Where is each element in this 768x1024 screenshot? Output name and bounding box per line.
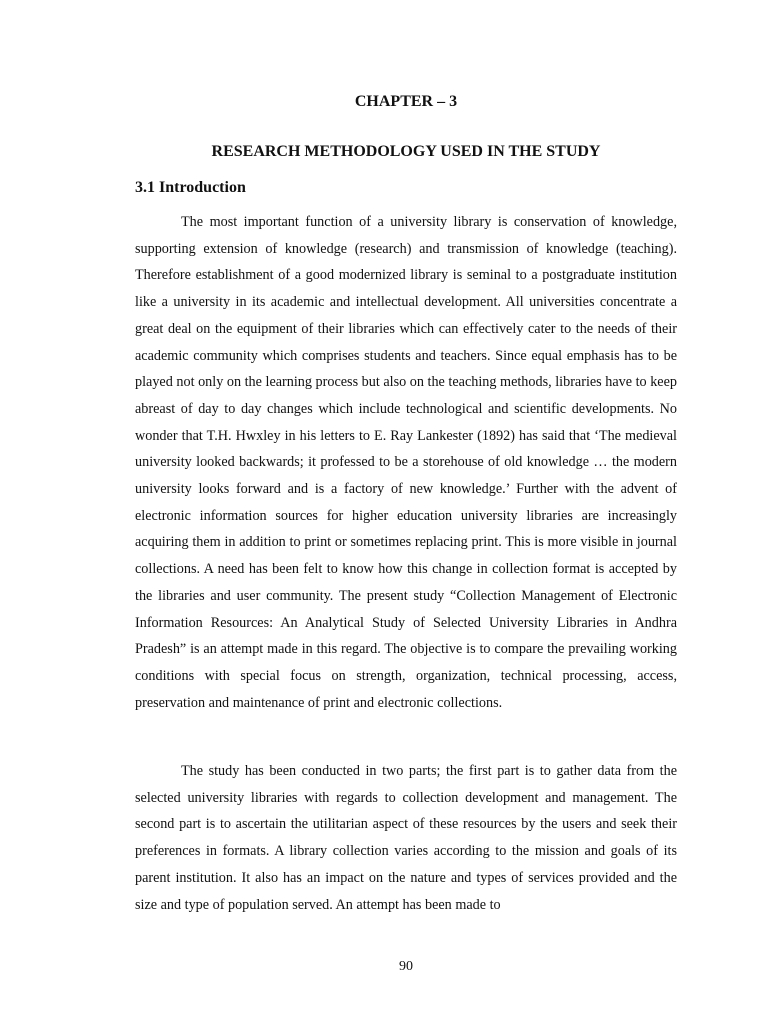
- section-heading: 3.1 Introduction: [135, 179, 246, 196]
- chapter-title: RESEARCH METHODOLOGY USED IN THE STUDY: [211, 143, 601, 160]
- page-number: 90: [399, 959, 413, 974]
- paragraph-introduction: The most important function of a university library is conservation of knowledge, supporting extension of knowledge (research) and transmission of knowledge (teaching). Therefore establishment of a good modernized library is seminal to a postgraduate institution like a university in its academic and intellectual development. All universities concentrate a great deal on the equipment of their libraries which can effectively cater to the needs of their academic community which comprises students and teachers. Since equal emphasis has to be played not only on the learning process but also on the teaching methods, libraries have to keep abreast of day to day changes which include technological and scientific developments. No wonder that T.H. Hwxley in his letters to E. Ray Lankester (1892) has said that ‘The medieval university looked backwards; it professed to be a storehouse of old knowledge … the modern university looks forward and is a factory of new knowledge.’ Further with the advent of electronic information sources for higher education university libraries are increasingly acquiring them in addition to print or sometimes replacing print. This is more visible in journal collections. A need has been felt to know how this change in collection format is accepted by the libraries and user community. The present study “Collection Management of Electronic Information Resources: An Analytical Study of Selected University Libraries in Andhra Pradesh” is an attempt made in this regard. The objective is to compare the prevailing working conditions with special focus on strength, organization, technical processing, access, preservation and maintenance of print and electronic collections.: [135, 214, 677, 711]
- chapter-heading: CHAPTER – 3: [354, 93, 458, 110]
- paragraph-study-parts: The study has been conducted in two parts; the first part is to gather data from the selected university libraries with regards to collection development and management. The second part is to ascertain the utilitarian aspect of these resources by the users and seek their preferences in formats. A library collection varies according to the mission and goals of its parent institution. It also has an impact on the nature and types of services provided and the size and type of population served. An attempt has been made to: [135, 763, 677, 913]
